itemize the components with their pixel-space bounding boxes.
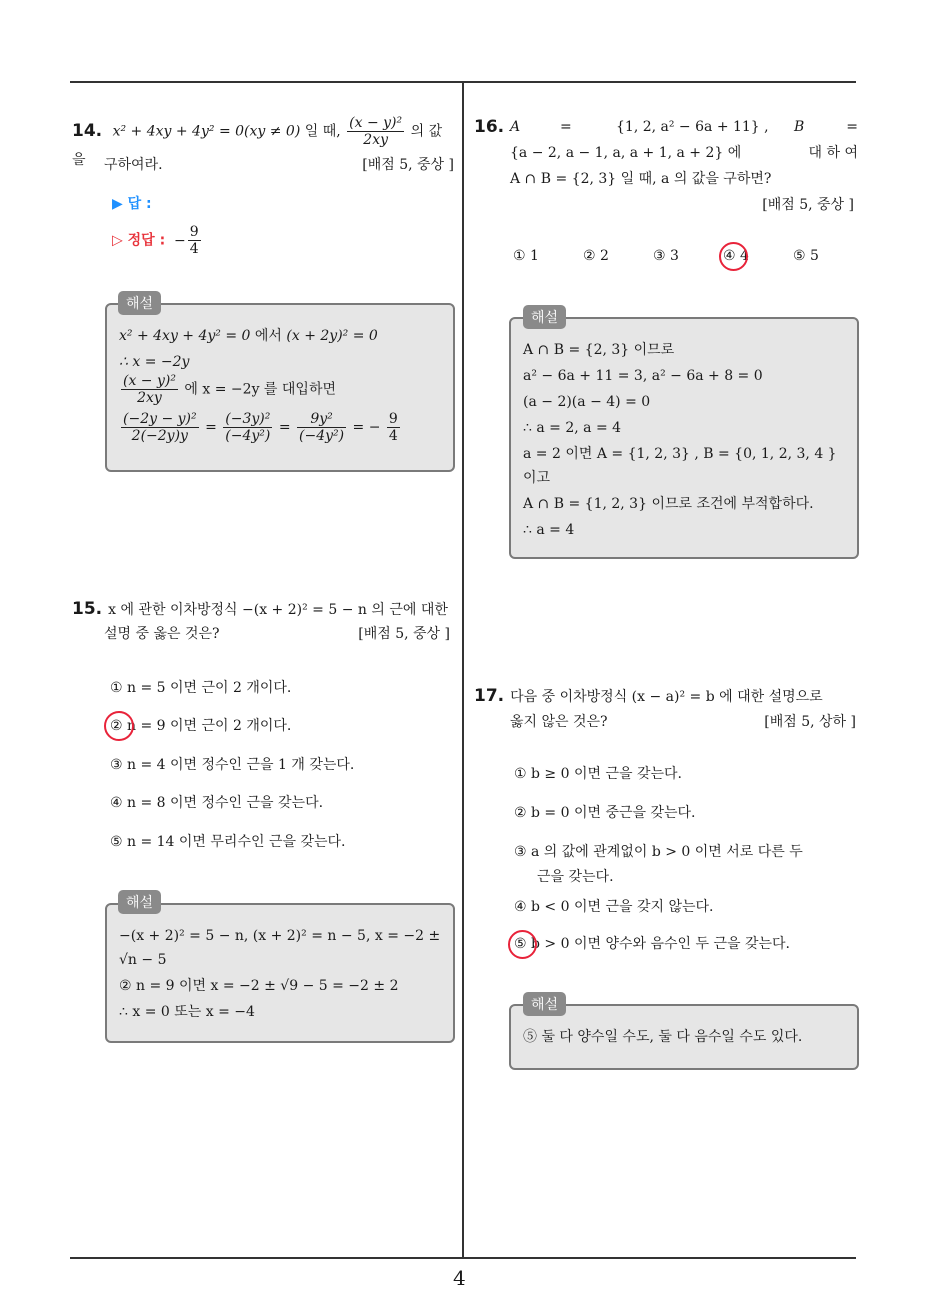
choice-3-continued: 근을 갖는다. <box>537 869 614 885</box>
explanation-box: x² + 4xy + 4y² = 0 에서 (x + 2y)² = 0 ∴ x = −2y $\frac{\text{(x − y)²}}{2xy}$ 에 x = −2y 를 대입하면 $\frac{\text{(−2y − y)²}}{2(-2y)y}$ = $\frac{\text{(−3y)²}}{\text{(−4y²)}}$ = $\frac{\text{9y²}}{\text{(−4y²)}}$ = − $\frac{9}{4}$ <box>105 303 455 472</box>
choice-1[interactable]: ① 1 <box>513 248 539 264</box>
question-number: 15. <box>72 599 103 619</box>
choice-2[interactable]: ② n = 9 이면 근이 2 개이다. <box>110 718 292 734</box>
choice-3[interactable]: ③ 3 <box>653 248 679 264</box>
question-15-line2: 설명 중 옳은 것은? [배점 5, 중상 ] <box>104 622 450 647</box>
selected-answer-circle <box>508 930 537 959</box>
column-divider <box>462 83 464 1258</box>
choice-2[interactable]: ② 2 <box>583 248 609 264</box>
question-16-line2: {a − 2, a − 1, a, a + 1, a + 2} 에 대 하 여 <box>510 145 858 161</box>
selected-answer-circle <box>104 711 134 741</box>
explanation-tag: 해설 <box>118 890 161 914</box>
equation: x² + 4xy + 4y² = 0(xy ≠ 0) <box>112 123 301 140</box>
explanation-box: A ∩ B = {2, 3} 이므로 a² − 6a + 11 = 3, a² − 6a + 8 = 0 (a − 2)(a − 4) = 0 ∴ a = 2, a = 4 a = 2 이면 A = {1, 2, 3} , B = {0, 1, 2, 3, 4 } 이고 A ∩ B = {1, 2, 3} 이므로 조건에 부적합하다. ∴ a = 4 <box>509 317 859 559</box>
points-label: [배점 5, 중상 ] <box>362 157 454 173</box>
bottom-rule <box>70 1257 856 1259</box>
choice-1[interactable]: ① n = 5 이면 근이 2 개이다. <box>110 680 292 696</box>
explanation-tag: 해설 <box>523 305 566 329</box>
points-label: [배점 5, 상하 ] <box>764 714 856 730</box>
explanation-box: −(x + 2)² = 5 − n, (x + 2)² = n − 5, x = −2 ± √n − 5 ② n = 9 이면 x = −2 ± √9 − 5 = −2 ± 2 ∴ x = 0 또는 x = −4 <box>105 903 455 1043</box>
question-16: 16. A = {1, 2, a² − 6a + 11} , B = <box>474 117 858 137</box>
choice-5[interactable]: ⑤ n = 14 이면 무리수인 근을 갖는다. <box>110 834 346 850</box>
choice-5[interactable]: ⑤ b > 0 이면 양수와 음수인 두 근을 갖는다. <box>514 936 790 952</box>
choice-1[interactable]: ① b ≥ 0 이면 근을 갖는다. <box>514 766 682 782</box>
selected-answer-circle <box>719 242 748 271</box>
question-14: 14. x² + 4xy + 4y² = 0(xy ≠ 0) 일 때, $\frac{\text{(x − y)²}}{2xy}$ 의 값을 <box>72 115 443 168</box>
question-17-line2: 옳지 않은 것은? [배점 5, 상하 ] <box>510 710 856 735</box>
choice-3[interactable]: ③ a 의 값에 관계없이 b > 0 이면 서로 다른 두 <box>514 844 803 860</box>
explanation-tag: 해설 <box>118 291 161 315</box>
correct-answer: ▷ 정답 : − $\frac{9}{4}$ <box>112 224 199 257</box>
choice-5[interactable]: ⑤ 5 <box>793 248 819 264</box>
choice-2[interactable]: ② b = 0 이면 중근을 갖는다. <box>514 805 696 821</box>
question-15: 15. x 에 관한 이차방정식 −(x + 2)² = 5 − n 의 근에 대한 <box>72 599 448 619</box>
fraction: $\frac{\text{(x − y)²}}{2xy}$ <box>349 115 403 148</box>
page-number: 4 <box>453 1266 466 1290</box>
choice-4[interactable]: ④ 4 <box>723 248 749 264</box>
choice-4[interactable]: ④ n = 8 이면 정수인 근을 갖는다. <box>110 795 324 811</box>
question-16-line3: A ∩ B = {2, 3} 일 때, a 의 값을 구하면? <box>510 171 772 187</box>
question-14-line2: 구하여라. [배점 5, 중상 ] <box>104 153 454 178</box>
question-number: 17. <box>474 686 505 706</box>
choice-4[interactable]: ④ b < 0 이면 근을 갖지 않는다. <box>514 899 714 915</box>
choice-3[interactable]: ③ n = 4 이면 정수인 근을 1 개 갖는다. <box>110 757 355 773</box>
question-17: 17. 다음 중 이차방정식 (x − a)² = b 에 대한 설명으로 <box>474 686 823 706</box>
explanation-box: ⑤ 둘 다 양수일 수도, 둘 다 음수일 수도 있다. <box>509 1004 859 1070</box>
answer-label: ▶ 답 : <box>112 196 152 212</box>
points-label: [배점 5, 중상 ] <box>762 197 854 213</box>
explanation-tag: 해설 <box>523 992 566 1016</box>
question-number: 14. <box>72 120 103 141</box>
question-number: 16. <box>474 117 505 137</box>
points-label: [배점 5, 중상 ] <box>358 626 450 642</box>
